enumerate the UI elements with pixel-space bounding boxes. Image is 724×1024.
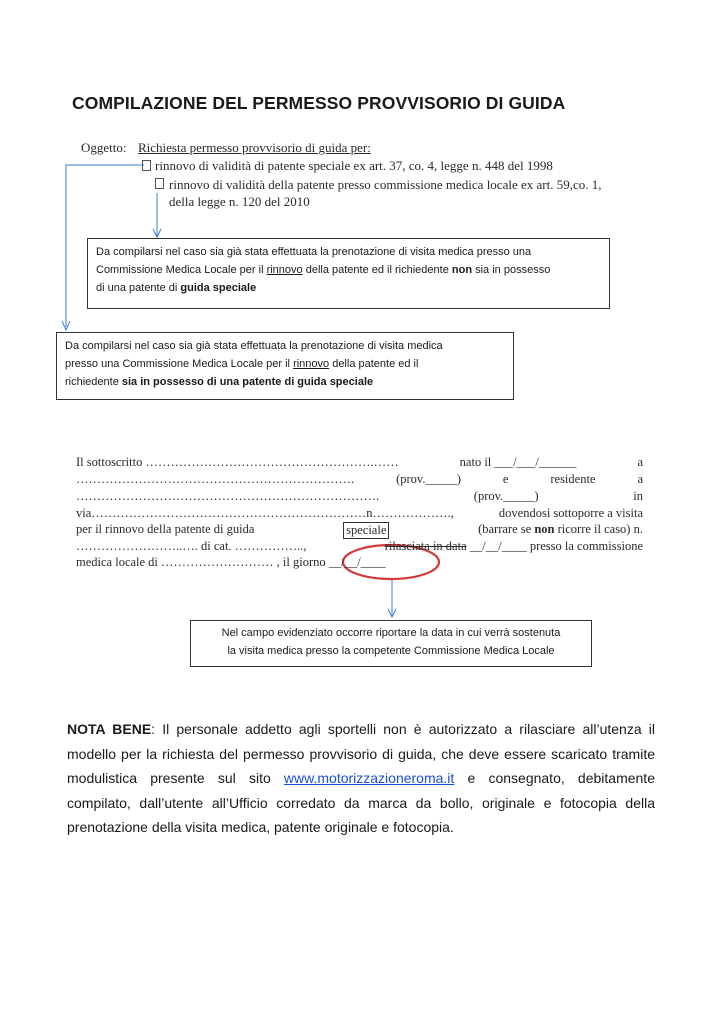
callout3-line2: la visita medica presso la competente Commissione Medica Locale (227, 645, 555, 657)
motorizzazione-link[interactable]: www.motorizzazioneroma.it (283, 770, 455, 786)
nota-bene-text: : Il personale addetto agli sportelli non è autorizzato a rilasciare all’utenza il modello per la richiesta del permesso provvisorio di guida, che deve essere scaricato tramite modulistica presente sul sito (67, 721, 656, 786)
callout2-line3: richiedente sia in possesso di una patente di guida speciale (65, 376, 374, 388)
form-text: a (637, 472, 643, 486)
callout-special-licence (56, 332, 514, 400)
form-line-7 (76, 555, 643, 570)
nota-bene (67, 717, 655, 840)
form-text: in (633, 489, 643, 503)
form-text: per il rinnovo della patente di guida (76, 522, 255, 536)
speciale-strike-field[interactable]: speciale (343, 522, 389, 539)
birthdate-field[interactable]: nato il ___/___/______ (459, 455, 577, 469)
callout1-line3: di una patente di guida speciale (96, 282, 257, 294)
callout1-line1: Da compilarsi nel caso sia già stata effettuata la prenotazione di visita medica presso una (96, 246, 532, 258)
callout-no-special-licence (87, 238, 610, 309)
nota-bene-text-end: e consegnato, debitamente compilato, dall’utente all’Ufficio corredato da marca da bollo, originale e fotocopia della prenotazione della visita medica, patente originale e fotocopia. (67, 770, 655, 835)
issue-date-label: rilasciata in data __/__/____ presso la commissione (384, 539, 643, 553)
page-title: COMPILAZIONE DEL PERMESSO PROVVISORIO DI GUIDA (72, 93, 566, 113)
form-line-5 (76, 522, 643, 539)
callout-visit-date (190, 620, 592, 667)
form-text: (barrare se non ricorre il caso) n. (478, 522, 643, 536)
option1-checkbox[interactable] (142, 160, 151, 171)
visit-date-field[interactable]: __/__/____ (328, 555, 386, 569)
birthplace-field[interactable]: …………………………………………………………. (76, 472, 355, 486)
residence-province-field[interactable]: (prov._____) (473, 489, 539, 503)
form-line-1 (76, 455, 643, 470)
oggetto-label: Oggetto: (81, 140, 127, 155)
street-field[interactable]: via…………………………………………………………n………………., (76, 506, 454, 520)
birth-province-field[interactable]: (prov._____) (396, 472, 461, 486)
form-line-4 (76, 506, 643, 521)
form-text: dovendosi sottoporre a visita (498, 506, 643, 520)
form-line-6 (76, 539, 643, 554)
commission-city-field[interactable]: medica locale di ……………………… , il giorno (76, 555, 326, 569)
name-field[interactable]: Il sottoscritto ……………………………………………….…… (76, 455, 399, 469)
callout2-line1: Da compilarsi nel caso sia già stata effettuata la prenotazione di visita medica (65, 340, 443, 352)
licence-number-field[interactable]: ……………………..…. di cat. …………….., (76, 539, 307, 553)
form-text: residente (550, 472, 596, 486)
form-text: e (502, 472, 509, 486)
form-text: a (637, 455, 643, 469)
commission-date-field[interactable]: __/__/____ presso la commissione (469, 539, 643, 553)
option2-label-line1: rinnovo di validità della patente presso commissione medica locale ex art. 59,co. 1, (169, 177, 602, 192)
callout3-line1: Nel campo evidenziato occorre riportare la data in cui verrà sostenuta (221, 627, 561, 639)
option2-label-line2: della legge n. 120 del 2010 (169, 194, 310, 209)
callout1-line2: Commissione Medica Locale per il rinnovo della patente ed il richiedente non sia in possesso (96, 264, 551, 276)
form-line-3 (76, 489, 643, 504)
option2-checkbox[interactable] (155, 178, 164, 189)
residence-field[interactable]: ………………………………………………………………. (76, 489, 380, 503)
oggetto-subject: Richiesta permesso provvisorio di guida per: (138, 140, 371, 155)
form-line-2 (76, 472, 643, 487)
option1-label: rinnovo di validità di patente speciale ex art. 37, co. 4, legge n. 448 del 1998 (155, 158, 553, 173)
oggetto-text (138, 140, 371, 156)
callout2-line2: presso una Commissione Medica Locale per il rinnovo della patente ed il (65, 358, 419, 370)
nota-bene-label: NOTA BENE (67, 721, 152, 737)
